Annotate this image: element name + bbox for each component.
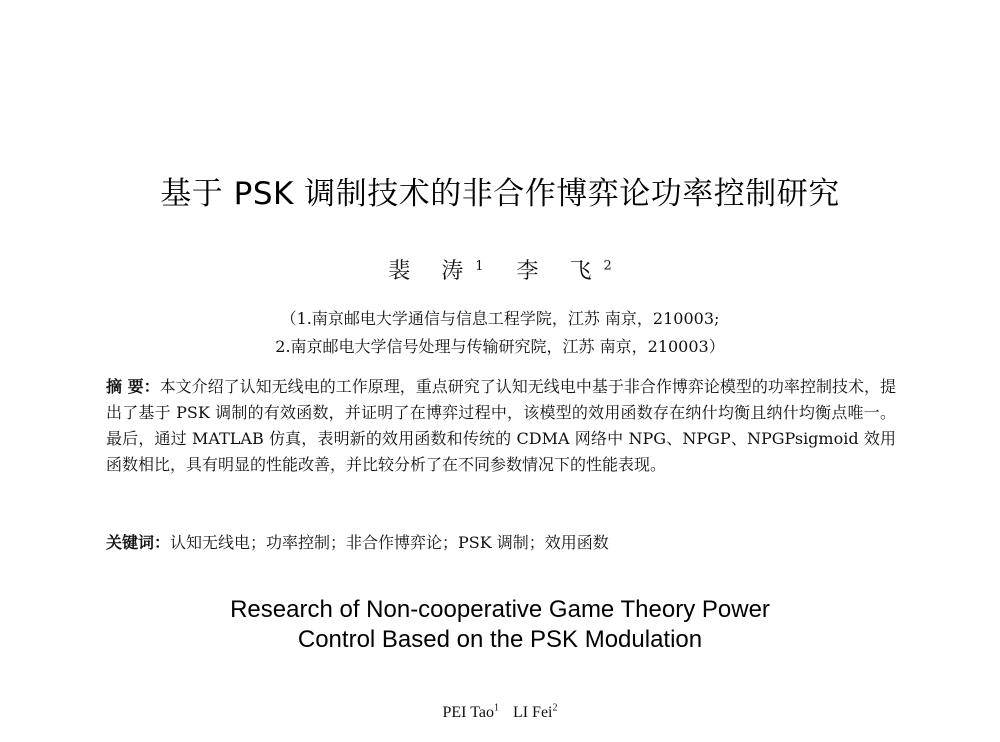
author-en-1 bbox=[442, 704, 498, 721]
author-name: 李 飞 bbox=[516, 259, 604, 285]
author-2 bbox=[517, 259, 612, 284]
keywords-text: 认知无线电；功率控制；非合作博弈论；PSK 调制；效用函数 bbox=[170, 533, 609, 552]
affiliation-line-1: （1.南京邮电大学通信与信息工程学院，江苏 南京，210003; bbox=[280, 309, 720, 328]
authors-chinese bbox=[0, 252, 1000, 287]
abstract-paragraph bbox=[106, 374, 896, 478]
paper-title-english bbox=[0, 595, 1000, 655]
authors-english bbox=[0, 698, 1000, 724]
author-1 bbox=[388, 259, 509, 284]
paper-title-chinese: 基于 PSK 调制技术的非合作博弈论功率控制研究 bbox=[160, 176, 840, 212]
abstract-text: 本文介绍了认知无线电的工作原理，重点研究了认知无线电中基于非合作博弈论模型的功率控制技术，提出了基于 PSK 调制的有效函数，并证明了在博弈过程中，该模型的效用函数存在纳什均衡且纳什均衡点唯一。最后，通过 MATLAB 仿真，表明新的效用函数和传统的 CDMA 网络中 NPG、NPGP、NPGPsigmoid 效用函数相比，具有明显的性能改善，并比较分析了在不同参数情况下的性能表现。 bbox=[106, 377, 896, 474]
title-en-line-1: Research of Non-cooperative Game Theory Power bbox=[230, 596, 770, 623]
keywords-label: 关键词： bbox=[106, 533, 171, 552]
author-en-affil-mark: 1 bbox=[493, 703, 499, 714]
author-en-affil-mark: 2 bbox=[552, 703, 558, 714]
affiliation-line-2: 2.南京邮电大学信号处理与传输研究院，江苏 南京，210003） bbox=[275, 337, 725, 356]
author-affil-mark: 2 bbox=[603, 259, 612, 274]
author-name: 裴 涛 bbox=[388, 259, 476, 285]
abstract-label: 摘 要： bbox=[106, 377, 160, 396]
author-en-name: LI Fei bbox=[512, 704, 553, 722]
author-en-2 bbox=[513, 704, 558, 721]
author-en-name: PEI Tao bbox=[442, 704, 494, 722]
title-en-line-2: Control Based on the PSK Modulation bbox=[297, 626, 703, 653]
keywords-line bbox=[106, 530, 896, 556]
author-affil-mark: 1 bbox=[475, 259, 484, 274]
